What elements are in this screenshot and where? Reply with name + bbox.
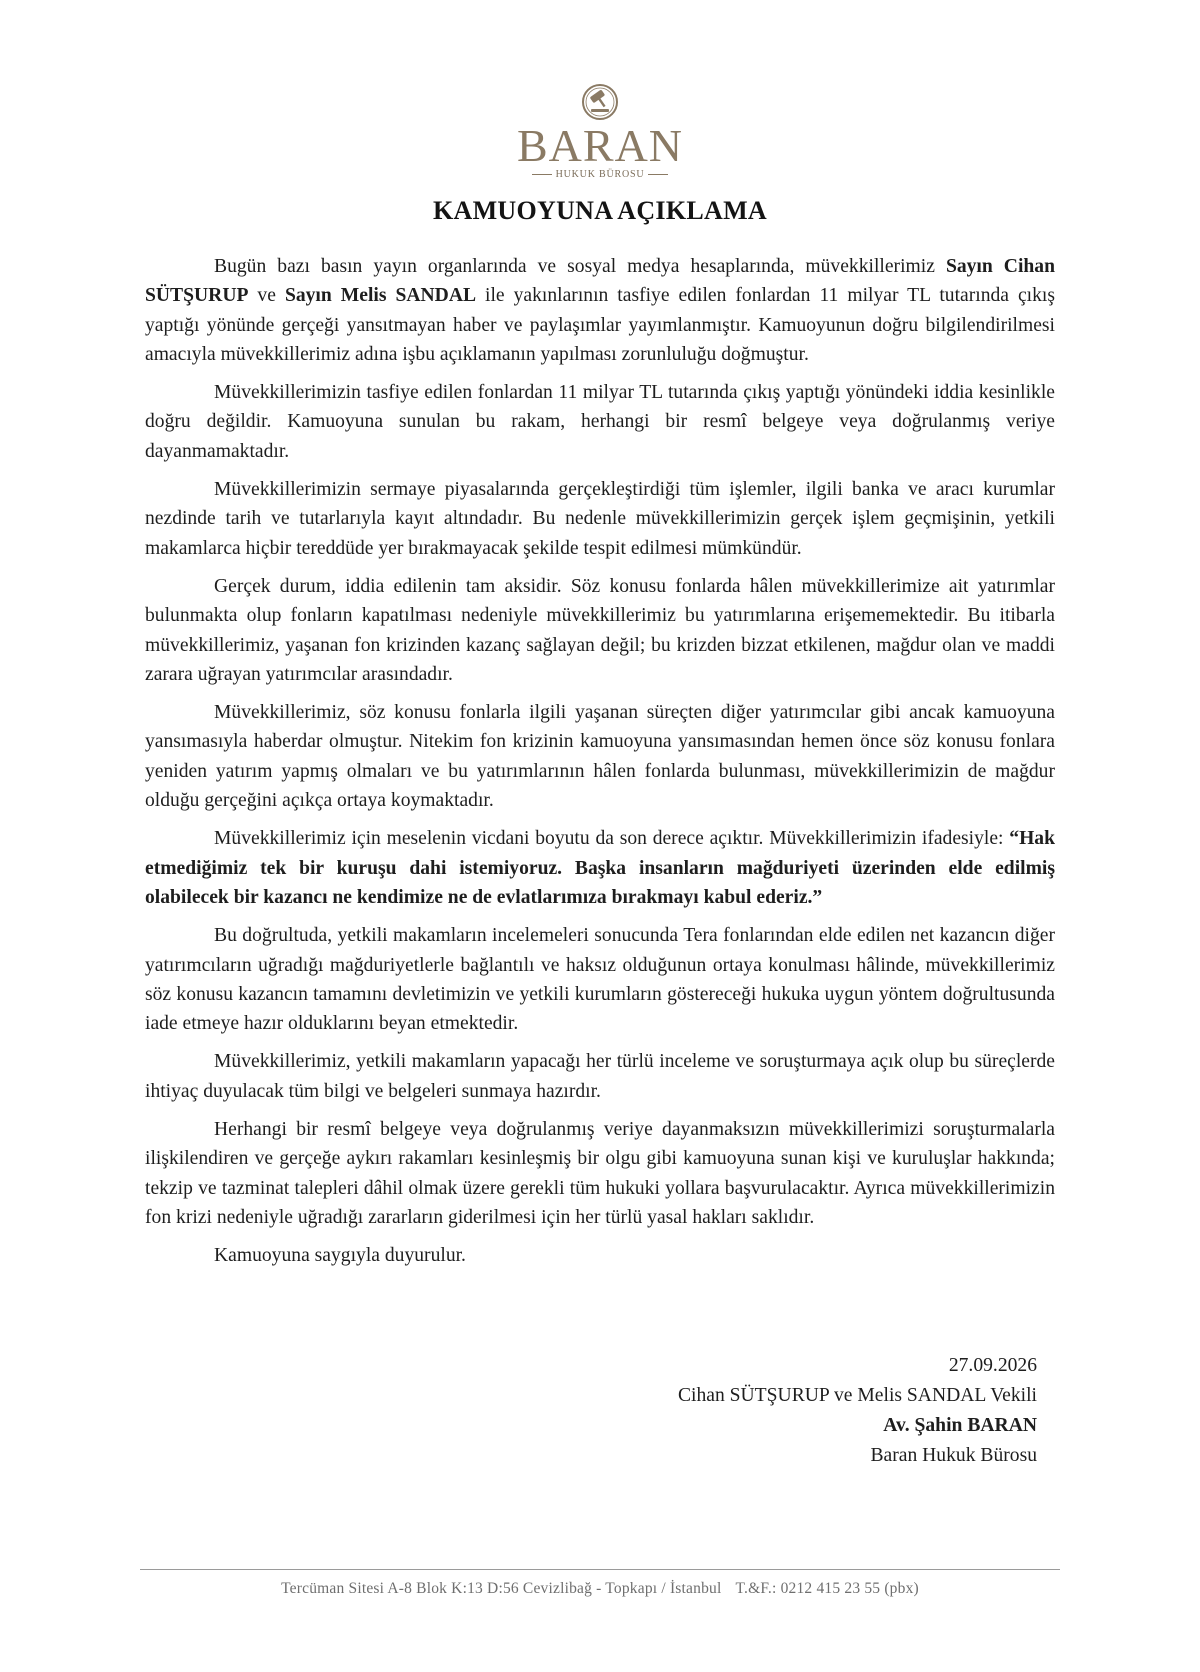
firm-logo-name: BARAN xyxy=(516,120,684,171)
footer-phone: T.&F.: 0212 415 23 55 (pbx) xyxy=(735,1580,919,1597)
closing-line: Kamuoyuna saygıyla duyurulur. xyxy=(214,1245,466,1267)
paragraph-7: Bu doğrultuda, yetkili makamların incelemeleri sonucunda Tera fonlarından elde edilen net kazancın diğer yatırımcıların uğradığı mağduriyetlerle bağlantılı ve haksız olduğunun ortaya konulması hâlinde, müvekkillerimiz söz konusu kazancın tamamını devletimizin ve yetkili kurumların göstereceği hukuka uygun yöntem doğrultusunda iade etmeye hazır olduklarını beyan etmektedir. xyxy=(145,925,1055,1035)
client-quote: “Hak etmediğimiz tek bir kuruşu dahi istemiyoruz. Başka insanların mağduriyeti üzerinden elde edilmiş olabilecek bir kazancı ne kendimize ne de evlatlarımıza bırakmayı kabul ederiz.” xyxy=(145,828,1055,908)
statement-body xyxy=(145,252,1055,1280)
signature-date: 27.09.2026 xyxy=(948,1355,1037,1376)
signature-role: Cihan SÜTŞURUP ve Melis SANDAL Vekili xyxy=(677,1385,1037,1406)
paragraph-2: Müvekkillerimizin tasfiye edilen fonlardan 11 milyar TL tutarında çıkış yaptığı yönündeki iddia kesinlikle doğru değildir. Kamuoyuna sunulan bu rakam, herhangi bir resmî belgeye veya doğrulanmış veriye dayanmamaktadır. xyxy=(145,382,1055,462)
paragraph-3: Müvekkillerimizin sermaye piyasalarında gerçekleştirdiği tüm işlemler, ilgili banka ve aracı kurumlar nezdinde tarih ve tutarlarıyla kayıt altındadır. Bu nedenle müvekkillerimizin gerçek işlem geçmişinin, yetkili makamlarca hiçbir tereddüde yer bırakmayacak şekilde tespit edilmesi mümkündür. xyxy=(145,479,1055,559)
signature-firm: Baran Hukuk Bürosu xyxy=(870,1445,1037,1466)
gavel-emblem-icon xyxy=(574,82,626,122)
signature-block xyxy=(678,1351,1037,1471)
paragraph-9: Herhangi bir resmî belgeye veya doğrulanmış veriye dayanmaksızın müvekkillerimizi soruşturmalarla ilişkilendiren ve gerçeğe aykırı rakamları kesinleşmiş bir olgu gibi kamuoyuna sunan kişi ve kuruluşlar hakkında; tekzip ve tazminat talepleri dâhil olmak üzere gerekli tüm hukuki yollara başvurulacaktır. Ayrıca müvekkillerimizin fon krizi nedeniyle uğradığı zararların giderilmesi için her türlü yasal hakları saklıdır. xyxy=(145,1119,1055,1228)
paragraph-8: Müvekkillerimiz, yetkili makamların yapacağı her türlü inceleme ve soruşturmaya açık olup bu süreçlerde ihtiyaç duyulacak tüm bilgi ve belgeleri sunmaya hazırdır. xyxy=(145,1051,1055,1102)
paragraph-5: Müvekkillerimiz, söz konusu fonlarla ilgili yaşanan süreçten diğer yatırımcılar gibi ancak kamuoyuna yansımasıyla haberdar olmuştur. Nitekim fon krizinin kamuoyuna yansımasından hemen önce söz konusu fonlara yeniden yatırım yapmış olmaları ve bu yatırımlarının hâlen fonlarda bulunması, müvekkillerimizin de mağdur olduğu gerçeğini açıkça ortaya koymaktadır. xyxy=(145,702,1055,812)
footer xyxy=(0,1580,1200,1598)
paragraph-6: Müvekkillerimiz için meselenin vicdani boyutu da son derece açıktır. Müvekkillerimizin ifadesiyle: “Hak etmediğimiz tek bir kuruşu dahi istemiyoruz. Başka insanların mağduriyeti üzerinden elde edilmiş olabilecek bir kazancı ne kendimize ne de evlatlarımıza bırakmayı kabul ederiz.” xyxy=(145,828,1055,908)
footer-divider xyxy=(140,1569,1060,1570)
firm-logo-subtitle: HUKUK BÜROSU xyxy=(555,169,645,180)
signature-name: Av. Şahin BARAN xyxy=(883,1415,1037,1436)
footer-address: Tercüman Sitesi A-8 Blok K:13 D:56 Cevizlibağ - Topkapı / İstanbul xyxy=(281,1580,722,1597)
document-title: KAMUOYUNA AÇIKLAMA xyxy=(432,196,767,225)
paragraph-1: Bugün bazı basın yayın organlarında ve sosyal medya hesaplarında, müvekkillerimiz Sayın Cihan SÜTŞURUP ve Sayın Melis SANDAL ile yakınlarının tasfiye edilen fonlardan 11 milyar TL tutarında çıkış yaptığı yönünde gerçeği yansıtmayan haber ve paylaşımlar yayımlanmıştır. Kamuoyunun doğru bilgilendirilmesi amacıyla müvekkillerimiz adına işbu açıklamanın yapılması zorunluluğu doğmuştur. xyxy=(145,256,1055,365)
firm-logo xyxy=(0,82,1200,180)
paragraph-4: Gerçek durum, iddia edilenin tam aksidir. Söz konusu fonlarda hâlen müvekkillerimize ait yatırımlar bulunmakta olup fonların kapatılması nedeniyle müvekkillerimiz bu yatırımlarına erişememektedir. Bu itibarla müvekkillerimiz, yaşanan fon krizinden kazanç sağlayan değil; bu krizden bizzat etkilenen, mağdur olan ve maddi zarara uğrayan yatırımcılar arasındadır. xyxy=(145,575,1055,685)
